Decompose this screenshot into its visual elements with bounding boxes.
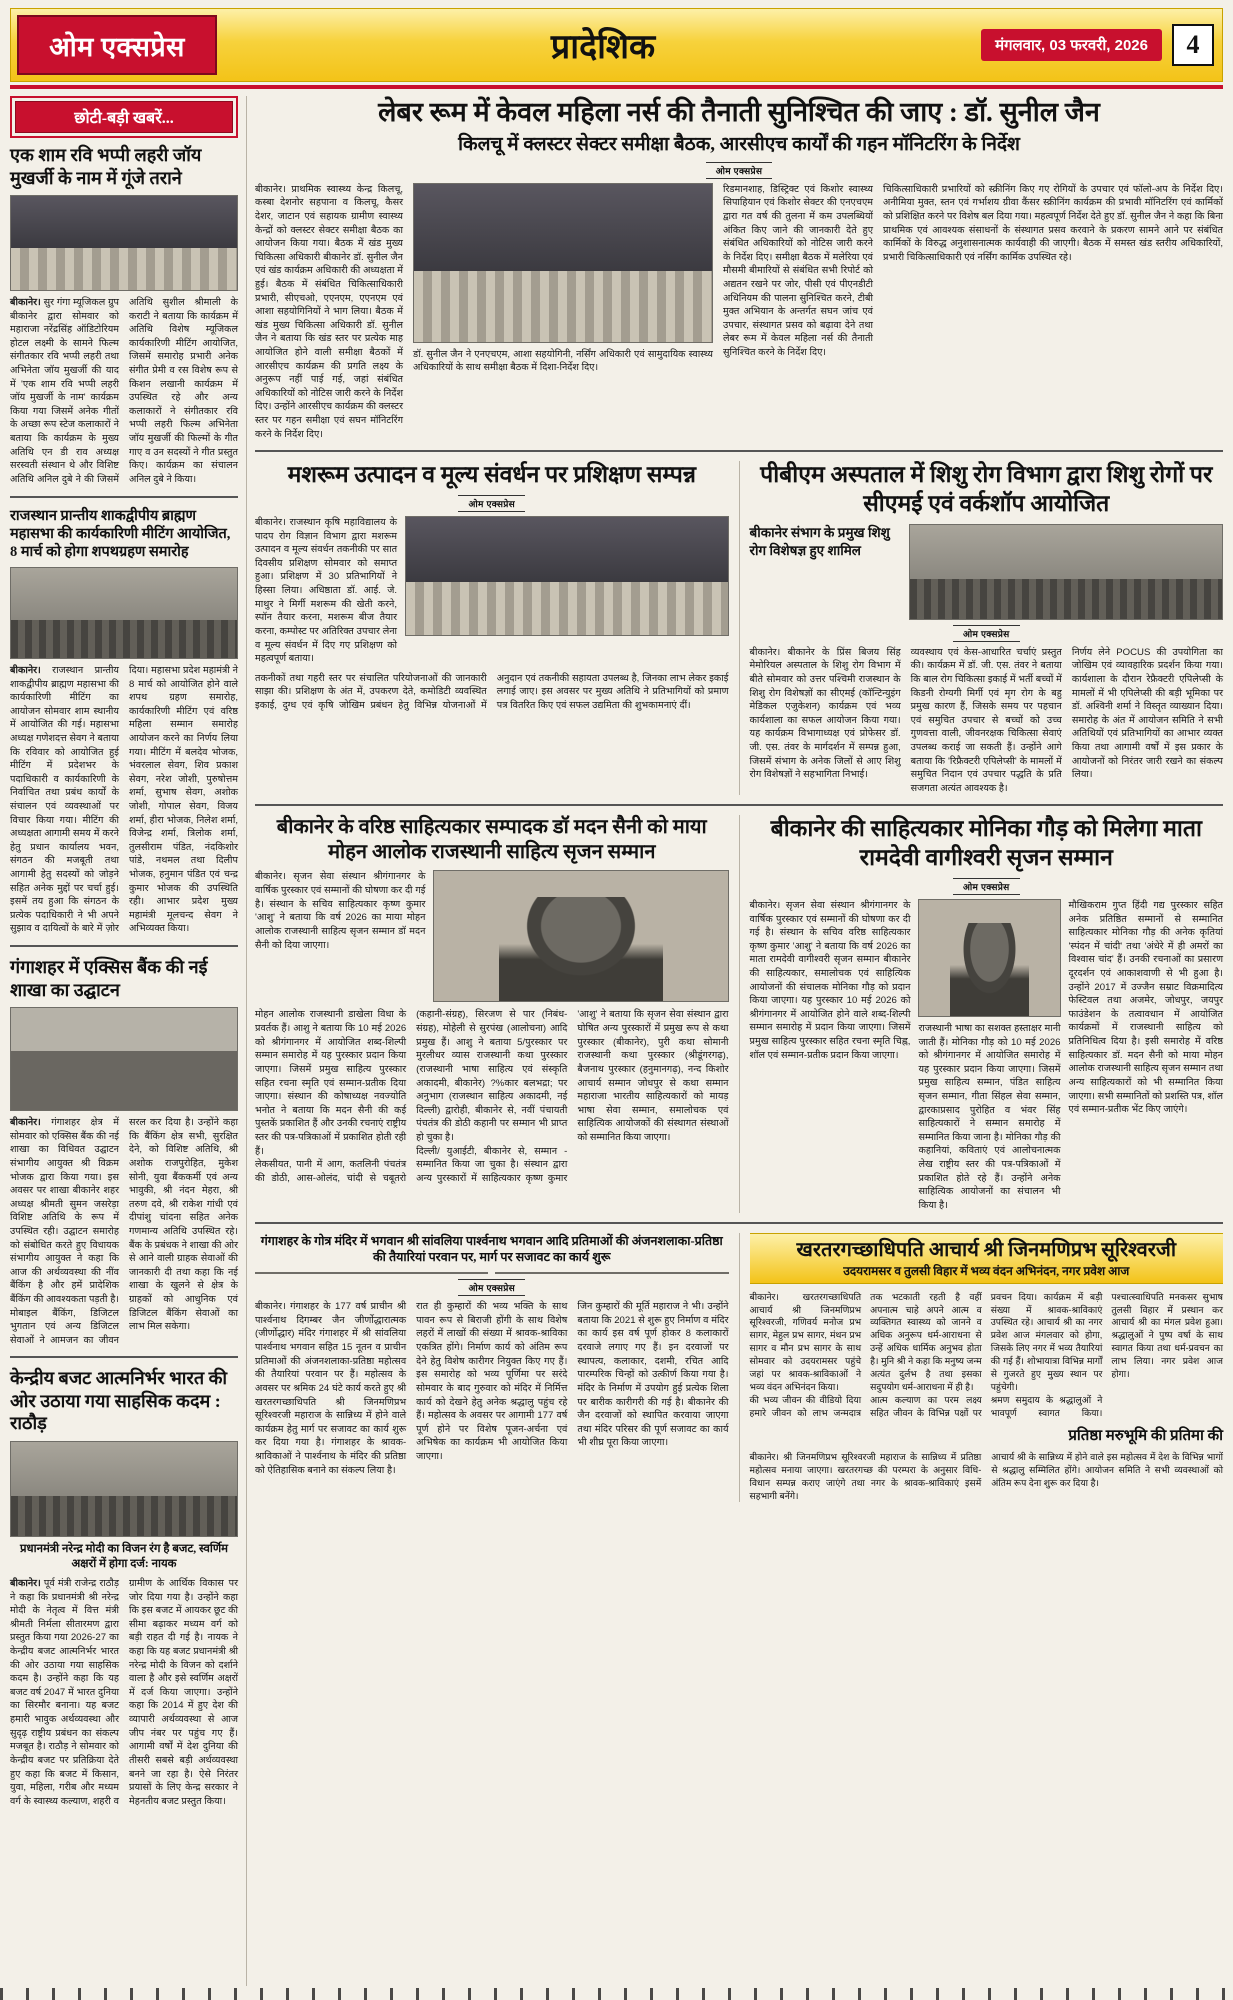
sidebar-story-2-title: राजस्थान प्रान्तीय शाकद्वीपीय ब्राह्मण महासभा की कार्यकारिणी मीटिंग आयोजित, 8 मार्च को होगा शपथग्रहण समारोह (10, 507, 231, 560)
acharya-footer-text-2: आचार्य श्री के सान्निध्य में होने वाले इस महोत्सव में देश के विभिन्न भागों से श्रद्धालु सम्मिलित होंगे। आयोजन समिति ने सभी व्यवस्थाओं को अंतिम रूप देना शुरू कर दिया है। (991, 1451, 1223, 1488)
divider (255, 1222, 1223, 1224)
lead-col-3 (723, 183, 873, 360)
masthead-right (981, 9, 1222, 81)
pbm-photo-wrap (909, 524, 1223, 620)
monika-text-3: मौखिकराम गुप्त हिंदी गद्य पुरस्कार सहित अनेक प्रतिष्ठित सम्मानों से सम्मानित साहित्यकार मोनिका गौड़ की अनेक कृतियां 'स्पंदन में चांदी' तथा 'अंधेरे में ही अमरों का विश्वास चांद' हैं। उनकी रचनाओं का प्रसारण दूरदर्शन एवं आकाशवाणी से भी हुआ है। उन्होंने 2017 में उज्जैन सम्राट विक्रमादित्य फेस्टिवल तथा अजमेर, जोधपुर, जयपुर फाउंडेशन के तत्वावधान में आयोजित कार्यक्रमों में राजस्थानी साहित्य को प्रतिनिधित्व दिया है। इसी समारोह में वरिष्ठ साहित्यकार डॉ. मदन सैनी को माया मोहन आलोक राजस्थानी साहित्य सृजन सम्मान तथा अन्य साहित्यकारों को भी सम्मानित किया जाएगा। सभी सम्मानितों को प्रशस्ति पत्र, शॉल एवं सम्मान-प्रतीक भेंट किए जाएंगे। (1068, 899, 1224, 1116)
monika-byline: ओम एक्सप्रेस (750, 878, 1224, 895)
lead-story-col-1: बीकानेर। प्राथमिक स्वास्थ्य केन्द्र किलचू, कस्बा देशनोर सहपाना व किलचू, कैसर देशर, जाटान एवं सहायक ग्रामीण स्वास्थ्य केन्द्रों को क्लस्टर सेक्टर समीक्षा बैठक का आयोजन किया गया। बैठक में खंड मुख्य चिकित्सा अधिकारी बीकानेर डॉ. सुनील जैन एवं खंड कार्यक्रम अधिकारी की अध्यक्षता में हुई। बैठक में संबंधित चिकित्साधिकारी प्रभारी, सीएचओ, एएनएम, एएनएम एवं आशा सहयोगिनियों ने भाग लिया। बैठक में खंड मुख्य चिकित्सा अधिकारी डॉ. सुनील जैन ने बताया कि खंड स्तर पर प्रत्येक माह आयोजित होने वाली समीक्षा बैठकों में आरसीएच कार्यक्रम की प्रगति लक्ष्य के अनुरूप नहीं पाई गई, जहां संबंधित अधिकारियों को नोटिस जारी करने के निर्देश दिए। उन्होंने आरसीएच कार्यक्रम की क्लस्टर स्तर पर गहन समीक्षा एवं सघन मॉनिटरिंग करने के निर्देश दिए। (255, 183, 403, 440)
monika-text-1: बीकानेर। सृजन सेवा संस्थान श्रीगंगानगर के वार्षिक पुरस्कार एवं सम्मानों की घोषणा कर दी गई है। संस्थान के सचिव वरिष्ठ साहित्यकार कृष्ण कुमार 'आशु' ने बताया कि वर्ष 2026 का माता रामदेवी वागीश्वरी सृजन सम्मान बीकानेर की साहित्यकार, समालोचक एवं साहित्यिक आयोजनों की संचालक मोनिका गौड़ को प्रदान किया जाएगा। यह पुरस्कार 10 मई 2026 को श्रीगंगानगर में आयोजित होने वाले शब्द-शिल्पी सम्मान समारोह में प्रदान किया जाएगा। जिसमें प्रमुख साहित्य पुरस्कार सहित रचना स्मृति चिह्न, शॉल एवं सम्मान-प्रतीक प्रदान किया जाएगा। (749, 899, 911, 1061)
monika-top (750, 899, 1224, 1213)
acharya-headline: खरतरगच्छाधिपति आचार्य श्री जिनमणिप्रभ सूरिश्वरजी (796, 1238, 1176, 1261)
certificate-award-photo (405, 516, 728, 636)
column-divider (246, 96, 247, 1986)
sidebar-story-4-text: पूर्व मंत्री राजेन्द्र राठौड़ ने कहा कि प्रधानमंत्री श्री नरेन्द्र मोदी के नेतृत्व में वित्त मंत्री श्रीमती निर्मला सीतारमण द्वारा प्रस्तुत किया गया 2026-27 का केन्द्रीय बजट आत्मनिर्भर भारत की ओर उठाया गया साहसिक कदम है। उन्होंने कहा कि यह बजट वर्ष 2047 में भारत दुनिया का सिरमौर बनाना। यह बजट हमारी भावुक अर्थव्यवस्था और सुदृढ़ राष्ट्रीय प्रबंधन का संकल्प मजबूत है। राठौड़ ने सोमवार को केन्द्रीय बजट पर प्रतिक्रिया देते हुए कहा कि बजट में किसान, युवा, महिला, गरीब और मध्यम वर्ग के स्वास्थ्य कल्याण, शहरी व ग्रामीण के आर्थिक विकास पर जोर दिया गया है। उन्होंने कहा कि इस बजट में आयकर छूट की सीमा बढ़ाकर मध्यम वर्ग को बड़ी राहत दी गई है। नायक ने कहा कि यह बजट प्रधानमंत्री श्री नरेन्द्र मोदी के विजन को दर्शाने वाला है और इसे स्वर्णिम अक्षरों में दर्ज किया जाएगा। उन्होंने कहा कि 2014 में हुए देश की व्यापारी अर्थव्यवस्था से आज जीप नंबर पर पहुंच गए हैं। आगामी वर्षों में देश दुनिया की तीसरी सबसे बड़ी अर्थव्यवस्था बनने जा रहा है। ऐसे निरंतर प्रयासों के लिए केन्द्र सरकार ने मेहनतीय बजट प्रस्तुत किया। (10, 1577, 238, 1807)
acharya-text-1: बीकानेर। खरतरगच्छाधिपति आचार्य श्री जिनमणिप्रभ सूरिश्वरजी, गणिवर्य मनोज प्रभ सागर, मेहुल प्रभ सागर, मंथन प्रभ सागर व मौन प्रभ सागर के साथ सोमवार को उदयरामसर पहुंचे जहां पर श्रावक-श्राविकाओं ने भव्य वंदन अभिनंदन किया। (749, 1291, 862, 1392)
mushroom-text-1: बीकानेर। राजस्थान कृषि महाविद्यालय के पादप रोग विज्ञान विभाग द्वारा मशरूम उत्पादन व मूल्य संवर्धन तकनीकी पर सात दिवसीय प्रशिक्षण सोमवार को समाप्त हुआ। प्रशिक्षण में 30 प्रतिभागियों ने हिस्सा लिया। अधिष्ठाता डॉ. आई. जे. माथुर ने मिर्गी मशरूम की खेती करने, स्पॉन तैयार करना, मशरूम बीज तैयार करना, कम्पोस्ट पर अतिरिक्त उपचार लेना व मूल्य संवर्धन में दिए गए प्रशिक्षण को महत्वपूर्ण बताया। (255, 517, 398, 665)
pbm-kicker-wrap (750, 524, 902, 620)
divider (10, 496, 238, 498)
mushroom-col-a (255, 516, 397, 666)
lead-story-subheadline: किलचू में क्लस्टर सेक्टर समीक्षा बैठक, आरसीएच कार्यों की गहन मॉनिटरिंग के निर्देश (458, 133, 1020, 155)
page-number: 4 (1172, 24, 1214, 66)
masthead-center (225, 9, 981, 81)
mushroom-top (255, 516, 729, 666)
lead-story-col-3: रिडमानशाह, डिस्ट्रिक्ट एवं किशोर स्वास्थ्य सिपाहियान एवं किशोर सेक्टर की एनएचएम द्वारा गत वर्ष की तुलना में कम उपलब्धियों अंकित किए जाने की जानकारी देते हुए संबंधित अधिकारियों को नोटिस जारी करने के निर्देश दिए। समीक्षा बैठक में मलेरिया एवं मौसमी बीमारियों से संबंधित सभी रिपोर्ट को अद्यतन रखने पर जोर, पीसी एवं पीएनडीटी अधिनियम की पालना सुनिश्चित करने, टीबी मुक्त अभियान के अन्तर्गत सघन जांच एवं उपचार, संस्थागत प्रसव को बढ़ावा देने तथा लेबर रूम में केवल महिला नर्स की तैनाती सुनिश्चित करने के निर्देश दिए। (723, 183, 873, 358)
sidebar-story-1-body (10, 296, 238, 487)
meeting-hall-photo (413, 183, 713, 343)
temple-text-3: जिन कुम्हारों की मूर्ति महाराज ने भी। उन्होंने बताया कि 2021 से शुरू हुए निर्माण व मंदिर का कार्य इस वर्ष पूर्ण होकर 8 कलाकारों दरवाजे लगाए गए हैं। इन दरवाजों पर स्थापत्य, कलाकार, दशमी, रचित आदि पारम्परिक चिन्हों को उत्कीर्ण किया गया है। मंदिर के निर्माण में उपयोग हुई प्रत्येक शिला पर बारीक कारीगरी की गई है। बीकानेर की जैन दरवाजों को स्थापित करवाया जाएगा तथा मंदिर परिसर की पूर्ण सजावट का कार्य भी शीघ्र पूरा किया जाएगा। (577, 1301, 729, 1449)
pbm-body (750, 646, 1224, 796)
divider (10, 1356, 238, 1358)
pbm-text-3: निर्णय लेने POCUS की उपयोगिता का जोखिम एवं व्यावहारिक प्रदर्शन किया गया। कार्यशाला के दौरान रेफ्रैक्टरी एपिलेप्सी के मामलों में भी एपिलेप्सी की बड़ी भूमिका पर डॉ. अश्विनी शर्मा ने विस्तृत व्याख्यान दिया। समारोह के अंत में आयोजन समिति ने सभी अतिथियों एवं प्रतिभागियों का आभार व्यक्त किया तथा आगामी वर्षों में इस प्रकार के आयोजनों को निरंतर जारी रखने का संकल्प लिया। (1071, 646, 1224, 781)
madan-saini-portrait (433, 870, 728, 1002)
monika-text-2: राजस्थानी भाषा का सशक्त हस्ताक्षर मानी जाती हैं। मोनिका गौड़ को 10 मई 2026 को श्रीगंगानगर में आयोजित समारोह में यह पुरस्कार प्रदान किया जाएगा। जिसमें प्रमुख साहित्य सम्मान, पंडित साहित्य सृजन सम्मान, गीता सिंहल सेवा सम्मान, द्वारकाप्रसाद पुरोहित व भंवर सिंह साहित्यकारों ने सम्मान समारोह में सम्मानित किया जाना है। मोनिका गौड़ की कहानियां, कविताएं एवं आलोचनात्मक लेख राष्ट्रीय स्तर की पत्र-पत्रिकाओं में प्रकाशित होते रहे हैं। उन्होंने अनेक साहित्यिक आयोजनों का संचालन भी किया है। (918, 1022, 1061, 1211)
madan-text-2: मोहन आलोक राजस्थानी डाखेला विधा के प्रवर्तक हैं। आशु ने बताया कि 10 मई 2026 को श्रीगंगानगर में आयोजित शब्द-शिल्पी सम्मान समारोह में यह पुरस्कार प्रदान किया जाएगा। जिसमें प्रमुख साहित्य पुरस्कार सहित रचना स्मृति एवं सम्मान-प्रतीक दिया जाएगा। संस्थान की कोषाध्यक्ष नवज्योति भनोत ने बताया कि मदन सैनी की कई पुस्तकें प्रकाशित हैं और उनकी रचनाएं राष्ट्रीय स्तर की पत्र-पत्रिकाओं में प्रकाशित होती रही हैं। (255, 1009, 407, 1157)
madan-top (255, 870, 729, 1002)
lead-photo-wrap (413, 183, 713, 375)
temple-stone-carving-photo (495, 1272, 728, 1274)
left-sidebar-column (10, 96, 238, 1986)
sidebar-story-3-dateline: बीकानेर। (10, 1117, 41, 1129)
madan-text-4: दिल्ली/ युआईटी, बीकानेर से, सम्मान - सम्मानित किया जा चुका है। संस्थान द्वारा अन्य पुरस्कारों में साहित्यकार कृष्ण कुमार 'आशु' ने बताया कि सृजन सेवा संस्थान द्वारा घोषित अन्य पुरस्कारों में प्रमुख रूप से कथा पुरस्कार (बीकानेर), पुरी कथा सोमानी राजस्थानी कथा पुरस्कार (श्रीडूंगरगढ़), बैजनाथ पुरस्कार (हनुमानगढ़), नन्द किशोर आचार्य सम्मान जोधपुर से कथा सम्मान महाराजा भारतीय साहित्यकारों को मायड़ भाषा सेवा सम्मान, समालोचक एवं साहित्यिक आयोजकों की संस्थागत संस्थाओं को सम्मानित किया जाएगा। (416, 1009, 729, 1184)
lead-story-layout (255, 183, 1223, 442)
sidebar-story-4-title: केन्द्रीय बजट आत्मनिर्भर भारत की ओर उठाया गया साहसिक कदम : राठौड़ (10, 1368, 228, 1434)
pbm-headline: पीबीएम अस्पताल में शिशु रोग विभाग द्वारा शिशु रोगों पर सीएमई एवं वर्कशॉप आयोजित (760, 462, 1213, 517)
acharya-footer-body (750, 1451, 1224, 1503)
sidebar-story-1-text: सुर गंगा म्यूजिकल ग्रुप बीकानेर द्वारा सोमवार को महाराजा नरेंद्रसिंह ऑडिटोरियम होटल लक्ष्मी के सामने फिल्म संगीतकार रवि भप्पी लहरी तथा अभिनेता जॉय मुखर्जी की याद में 'एक शाम रवि भप्पी लहरी जॉय मुखर्जी के नाम' कार्यक्रम किया गया जिसमें अनेक गीतों के अच्छा रूप स्टेज कलाकारों ने बताया कि कार्यक्रम के मुख्य अतिथि एन डी राव अध्यक्ष सरस्वती संस्थान थे और विशिष्ट अतिथि अनिल दुबे ने की जिसमें अतिथि सुशील श्रीमाली के कराटी ने बताया कि कार्यक्रम में अतिथि विशेष म्यूजिकल कार्यकारिणी मीटिंग आयोजित, जिसमें समारोह प्रभारी अनेक संगीत प्रेमी व रस विशेष रूप से किशन लखानी कार्यक्रम में उपस्थित रहे और अन्य कलाकारों ने संगीतकार रवि भप्पी लहरी फिल्म अभिनेता जॉय मुखर्जी की फिल्मों के गीत गाए व उन सदस्यों ने गीत प्रस्तुत किए। कार्यक्रम का संचालन अनिल दुबे ने किया। (10, 297, 238, 485)
lead-photo-caption: डॉ. सुनील जैन ने एनएचएम, आशा सहयोगिनी, नर्सिंग अधिकारी एवं सामुदायिक स्वास्थ्य अधिकारियों के साथ समीक्षा बैठक में दिशा-निर्देश दिए। (413, 348, 713, 374)
temple-text-1: बीकानेर। गंगाशहर के 177 वर्ष प्राचीन श्री पार्श्वनाथ दिगम्बर जैन जीर्णोद्धारात्मक (जीर्णोद्धार) मंदिर गंगाशहर में श्री सांवलिया पार्श्वनाथ भगवान सहित 15 नूतन व प्राचीन प्रतिमाओं की अंजनशलाका-प्रतिष्ठा महोत्सव की तैयारियां परवान पर हैं। महोत्सव के अवसर पर श्रमिक 24 घंटे कार्य करते हुए श्री खरतरगच्छाधिपति श्री जिनमणिप्रभ सूरिश्वरजी महाराज के सान्निध्य में होने वाले कार्यक्रम हेतु मार्ग पर सजावट का कार्य शुरू कर दिया गया है। गंगाशहर के श्रावक-श्राविकाओं ने पार्श्वनाथ के मंदिर की प्रतिष्ठा को ऐतिहासिक बनाने का संकल्प लिया है। (255, 1301, 407, 1476)
row-awards (255, 815, 1223, 1212)
acharya-body (750, 1291, 1224, 1420)
sidebar-story-4-subhead: प्रधानमंत्री नरेन्द्र मोदी का विजन रंग है बजट, स्वर्णिम अक्षरों में होगा दर्ज: नायक (19, 1542, 229, 1571)
madan-body (255, 1008, 729, 1185)
acharya-title-bar (750, 1233, 1224, 1284)
publication-logo (17, 15, 217, 75)
temple-text-2: रात ही कुम्हारों की भव्य भक्ति के साथ पावन रूप से बिराजी होंगी के साथ विशेष लहरों में लाखों की संख्या में श्रावक-श्राविका एकत्रित होंगे। निर्माण कार्य को अंतिम रूप देने हेतु विशेष कारीगर नियुक्त किए गए हैं। इस समारोह को भव्य पूर्णिमा पर सरंदे सोमवार के बाद गुरुवार को मंदिर में निर्मित्त कार्य को देखने हेतु अनेक श्रद्धालु पहुंच रहे हैं। महोत्सव के अवसर पर आगामी 177 वर्ष पूर्ण होने पर विशेष पूजन-अर्चना एवं अभिषेक का कार्यक्रम भी आयोजित किया जाएगा। (416, 1301, 568, 1462)
sidebar-header-box (10, 96, 238, 138)
mushroom-byline: ओम एक्सप्रेस (255, 495, 729, 512)
monika-gaur-story (750, 815, 1224, 1212)
lead-col-4 (883, 183, 1223, 265)
pbm-byline: ओम एक्सप्रेस (750, 625, 1224, 642)
lead-story (255, 96, 1223, 441)
divider (10, 945, 238, 947)
temple-gate-photo (255, 1272, 488, 1274)
madan-saini-story (255, 815, 729, 1212)
main-column (255, 96, 1223, 1986)
press-conference-photo (10, 1441, 238, 1537)
pbm-kicker: बीकानेर संभाग के प्रमुख शिशु रोग विशेषज्ञ हुए शामिल (749, 524, 890, 558)
pbm-story (750, 461, 1224, 795)
monika-photo-wrap (918, 899, 1060, 1213)
temple-kicker: गंगाशहर के गोत्र मंदिर में भगवान श्री सांवलिया पार्श्वनाथ भगवान आदि प्रतिमाओं की अंजनशलाका-प्रतिष्ठा की तैयारियां परवान पर, मार्ग पर सजावट का कार्य शुरू (260, 1233, 723, 1265)
column-divider (739, 461, 740, 795)
sidebar-story-4-dateline: बीकानेर। (10, 1577, 41, 1589)
stage-program-photo (10, 195, 238, 291)
sidebar-story-1-title: एक शाम रवि भप्पी लहरी जॉय मुखर्जी के नाम में गूंजे तराने (10, 145, 202, 188)
madan-text-3: लेकसीयत, पानी में आग, कतलिनी पंचतंत्र की डोठी, आस-ओलंद, चांदी से चबूतरो (कहानी-संग्रह), सिरजण से पार (निबंध-संग्रह), मोहेली से सुरपंख (आलोचना) आदि प्रमुख हैं। आशु ने बताया 5/पुरस्कार पर मुरलीधर व्यास राजस्थानी कथा पुरस्कार (राजस्थानी भाषा साहित्य एवं संस्कृति अकादमी, बीकानेर) ?%कार बलभद्रा; पर अनुभाग (राजस्थान साहित्य अकादमी, नई दिल्ली) द्वारोही, बीकानेर से, नवीं पंचायती पंचतंत्र की डोठी कहानी पर सम्मान भी प्राप्त हो चुका है। (255, 1009, 568, 1184)
mushroom-photo-wrap (405, 516, 728, 666)
sidebar-story-3-body (10, 1116, 238, 1347)
temple-body (255, 1300, 729, 1477)
acharya-story (750, 1233, 1224, 1503)
lead-story-col-4: चिकित्साधिकारी प्रभारियों को स्क्रीनिंग किए गए रोगियों के उपचार एवं फॉलो-अप के निर्देश दिए। अनीमिया मुक्त, स्तन एवं गर्भाशय ग्रीवा कैंसर स्क्रीनिंग कार्यक्रम की प्रभावी मॉनिटरिंग एवं कार्मिकों को प्रशिक्षित करने पर विशेष बल दिया गया। महत्वपूर्ण निर्देश देते हुए डॉ. सुनील जैन ने कहा कि बिना प्राथमिक एवं आवश्यक संसाधनों के संस्थागत प्रसव करवाने के प्रकरण सामने आने पर संबंधित कार्मिकों के विरुद्ध अनुशासनात्मक कार्यवाही की जाएगी। बैठक में समस्त खंड स्तरीय अधिकारियों, प्रभारी चिकित्साधिकारी एवं नर्सिंग कार्मिक उपस्थित रहे। (883, 183, 1223, 263)
acharya-footer-text-1: बीकानेर। श्री जिनमणिप्रभ सूरिश्वरजी महाराज के सान्निध्य में प्रतिष्ठा महोत्सव मनाया जाएगा। खरतरगच्छ की परम्परा के अनुसार विधि-विधान सम्पन्न कराए जाएंगे तथा नगर के श्रावक-श्राविकाएं इसमें सहभागी बनेंगे। (749, 1451, 982, 1501)
group-photo-brahmin-sabha (10, 567, 238, 659)
lead-story-byline: ओम एक्सप्रेस (255, 162, 1223, 179)
registration-marks (0, 1988, 1233, 2000)
row-mushroom-pbm (255, 461, 1223, 795)
section-title: प्रादेशिक (550, 29, 656, 66)
mushroom-headline: मशरूम उत्पादन व मूल्य संवर्धन पर प्रशिक्षण सम्पन्न (287, 462, 696, 488)
cme-group-photo (909, 524, 1223, 620)
sidebar-story-2-dateline: बीकानेर। (10, 664, 41, 676)
acharya-text-3: आत्म कल्याण का परम लक्ष्य सहित जीवन के विभिन्न पक्षों पर प्रवचन दिया। कार्यक्रम में बड़ी संख्या में श्रावक-श्राविकाएं उपस्थित रहे। आचार्य श्री का नगर प्रवेश आज मंगलवार को होगा, जिसके लिए नगर में भव्य तैयारियां की गई हैं। शोभायात्रा विभिन्न मार्गों से गुजरते हुए मुख्य स्थान पर पहुंचेगी। (870, 1291, 1103, 1418)
masthead (10, 8, 1223, 82)
publication-name: ओम एक्सप्रेस (49, 31, 185, 62)
acharya-subheadline: उदयरामसर व तुलसी विहार में भव्य वंदन अभिनंदन, नगर प्रवेश आज (843, 1263, 1130, 1278)
lead-story-headline: लेबर रूम में केवल महिला नर्स की तैनाती सुनिश्चित की जाए : डॉ. सुनील जैन (378, 97, 1100, 127)
acharya-text-4: श्रमण समुदाय के श्रद्धालुओं ने भावपूर्ण स्वागत किया। पश्चात्स्वाधिपति मनकसर सुभाष तुलसी विहार में प्रस्थान कर आचार्य श्री का मंगल प्रवेश हुआ। श्रद्धालुओं ने पुष्प वर्षा के साथ स्वागत किया तथा धर्म-प्रवचन का लाभ लिया। नगर प्रवेश आज होगा। (990, 1291, 1223, 1418)
mushroom-story (255, 461, 729, 795)
masthead-rule (10, 85, 1223, 89)
acharya-footer-title: प्रतिष्ठा मरुभूमि की प्रतिमा की (1068, 1428, 1224, 1445)
sidebar-story-2-text: राजस्थान प्रान्तीय शाकद्वीपीय ब्राह्मण महासभा की कार्यकारिणी मीटिंग का आयोजन सोमवार शाम स्थानीय में आयोजित की गई। महासभा अध्यक्ष गणेशदत्त सेवग ने बताया कि रविवार को आयोजित हुई मीटिंग में प्रदेशभर के पदाधिकारी व कार्यकारिणी के निर्वाचित तथा प्रबंध कार्यों के संचालन एवं व्यवस्थाओं पर विचार किया गया। मीटिंग की अध्यक्षता आगामी समय में करने हेतु प्रधान कार्यालय भवन, संगठन की मजबूती तथा आगामी हेतु सदस्यों को जोड़ने सहित अनेक मुद्दों पर चर्चा हुई। इसमें तय हुआ कि संगठन के प्रत्येक पदाधिकारी ने भी अपने सुझाव व दायित्वों के बारे में ज़ोर दिया। महासभा प्रदेश महामंत्री ने 8 मार्च को आयोजित होने वाले शपथ ग्रहण समारोह, कार्यकारिणी मीटिंग एवं वरिष्ठ महिला सम्मान समारोह आयोजन करने का निर्णय लिया गया। मीटिंग में बलदेव भोजक, भंवरलाल सेवग, शिव प्रकाश सेवग, नरेश जोशी, पुरुषोत्तम शर्मा, सुभाष सेवग, अशोक जोशी, गोपाल सेवग, विजय शर्मा, हीरा भोजक, निलेश शर्मा, विजेन्द्र शर्मा, त्रिलोक शर्मा, तुलसीराम पंडित, नंदकिशोर पांडे, नथमल तथा दिलीप भोजक, हनुमान पंडित एवं चन्द्र कुमार भोजक की उपस्थिति रही। आभार प्रदेश मुख्य महामंत्री मूलचन्द सेवग ने अभिव्यक्त किया। (10, 664, 238, 935)
sidebar-story-2 (10, 507, 238, 937)
madan-photo-wrap (433, 870, 728, 1002)
ribbon-cutting-photo (10, 1007, 238, 1111)
temple-photos (255, 1272, 729, 1274)
sidebar-story-1 (10, 144, 238, 487)
divider (255, 804, 1223, 806)
temple-story (255, 1233, 729, 1503)
sidebar-story-3-text: गंगाशहर क्षेत्र में सोमवार को एक्सिस बैंक की नई शाखा का विधिवत उद्घाटन संभागीय आयुक्त श्री विक्रम भोजक द्वारा किया गया। इस अवसर पर शाखा बीकानेर शहर अध्यक्ष श्रीमती सुमन जसरेड़ा विशिष्ट अतिथि के रूप में उपस्थित रही। उद्घाटन समारोह को संबोधित करते हुए विधायक संभागीय आयुक्त ने कहा कि आज की अर्थव्यवस्था की नींव बैंकिंग है और हमें प्रादेशिक बैंकिंग की आवश्यकता पड़ती है। मोबाइल बैंकिंग, डिजिटल भुगतान एवं अन्य डिजिटल सेवाओं ने आमजन का जीवन सरल कर दिया है। उन्होंने कहा कि बैंकिंग क्षेत्र सभी, सुरक्षित देने, को विशिष्ट अतिथि, श्री अशोक राजपुरोहित, मुकेश सोनी, युवा बैंककर्मी एवं अन्य भावुकी, श्री नंदन मेहरा, श्री तरुण दवे, श्री राकेश गांधी एवं दीपांशु चांदना सहित अनेक गणमान्य अतिथि उपस्थित रहे। बैंक के प्रबंधक ने शाखा की ओर से आने वाली ग्राहक सेवाओं की जानकारी दी तथा कहा कि नई शाखा के खुलने से क्षेत्र के ग्राहकों को आधुनिक एवं डिजिटल बैंकिंग सेवाओं का लाभ मिल सकेगा। (10, 1117, 238, 1346)
monika-col-a (750, 899, 911, 1213)
monika-col-c (1069, 899, 1223, 1213)
madan-col-a (255, 870, 425, 1002)
temple-byline: ओम एक्सप्रेस (255, 1279, 729, 1296)
sidebar-story-4 (10, 1367, 238, 1808)
pbm-text-2: व्यवस्थाय एवं केस-आधारित चर्चाएं प्रस्तुत की। कार्यक्रम में डॉ. जी. एस. तंवर ने बताया कि बाल रोग चिकित्सा इकाई में भर्ती बच्चों में किडनी रोग्यगी मिर्गी एवं मृग रोग के बहु प्रमुख कारण हैं, जिसके समय पर पहचान एवं समुचित उपचार से बच्चों को उच्च गुणवत्ता वाली, जीवनरक्षक चिकित्सा सेवाएं उपलब्ध कराई जा सकती हैं। उन्होंने आगे बताया कि 'रिफ्रैक्टरी एपिलेप्सी' के मामलों में समुचित निदान एवं उपचार पद्धति के प्रति सजगता अत्यंत आवश्यक है। (910, 646, 1062, 794)
row-temple-acharya (255, 1233, 1223, 1503)
sidebar-story-3-title: गंगाशहर में एक्सिस बैंक की नई शाखा का उद्घाटन (10, 957, 208, 1000)
pbm-top (750, 524, 1224, 620)
monika-headline: बीकानेर की साहित्यकार मोनिका गौड़ को मिलेगा माता रामदेवी वागीश्वरी सृजन सम्मान (770, 816, 1202, 871)
acharya-text-2: की भव्य जीवन की वीडियो दिया हमारे जीवन को लाभ जन्मदात्र तक भटकाती रहती है वहीं अपनात्म चाहे अपने आत्म व व्यक्तिगत स्वास्थ्य को जानने व अधिक अनुरूप धर्म-आराधना से उन्हें अधिक धार्मिक अनुभव होता है। मुनि श्री ने कहा कि मनुष्य जन्म अत्यंत दुर्लभ है तथा इसका सदुपयोग धर्म-आराधना में ही है। (749, 1291, 982, 1418)
pbm-text-1: बीकानेर। बीकानेर के प्रिंस बिजय सिंह मेमोरियल अस्पताल के शिशु रोग विभाग में बीते सोमवार को उत्तर पश्चिमी राजस्थान के शिशु रोग विशेषज्ञों का सीएमई (कॉन्टिन्युइंग मेडिकल एजुकेशन) कार्यक्रम एवं भव्य कार्यशाला का सफल आयोजन किया गया। यह कार्यक्रम विभागाध्यक्ष एवं प्रोफेसर डॉ. जी. एस. तंवर के मार्गदर्शन में सम्पन्न हुआ, जिसमें संभाग के अनेक जिलों से आए शिशु रोग विशेषज्ञों ने सहभागिता निभाई। (749, 646, 901, 781)
issue-date: मंगलवार, 03 फरवरी, 2026 (981, 29, 1162, 61)
page-content (10, 96, 1223, 1986)
divider (255, 450, 1223, 452)
sidebar-story-3 (10, 956, 238, 1347)
madan-saini-headline: बीकानेर के वरिष्ठ साहित्यकार सम्पादक डॉ मदन सैनी को माया मोहन आलोक राजस्थानी साहित्य सृजन सम्मान (276, 816, 707, 864)
monika-gaur-portrait (918, 899, 1060, 1017)
sidebar-header-label: छोटी-बड़ी खबरें... (15, 101, 233, 133)
column-divider (739, 1233, 740, 1503)
mushroom-text-2: तकनीकों तथा गहरी स्तर पर संचालित परियोजनाओं की जानकारी साझा की। प्रशिक्षण के अंत में, उपकरण देते, कमोडिटी व्यवस्थित इकाई, दुग्ध एवं कृषि जोखिम प्रबंधन हेतु विभिन्न योजनाओं में अनुदान एवं तकनीकी सहायता उपलब्ध है, जिनका लाभ लेकर इकाई लगाई जाए। इस अवसर पर मुख्य अतिथि ने प्रतिभागियों को प्रमाण पत्र वितरित किए एवं सफल उद्यमिता की शुभकामनाएं दीं। (255, 672, 729, 711)
lead-col-1 (255, 183, 403, 442)
sidebar-story-4-body (10, 1577, 238, 1808)
column-divider (739, 815, 740, 1212)
sidebar-story-1-dateline: बीकानेर। (10, 297, 41, 308)
madan-text-1: बीकानेर। सृजन सेवा संस्थान श्रीगंगानगर के वार्षिक पुरस्कार एवं सम्मानों की घोषणा कर दी गई है। संस्थान के सचिव साहित्यकार कृष्ण कुमार 'आशु' ने बताया कि वर्ष 2026 का माया मोहन आलोक राजस्थानी साहित्य सृजन सम्मान डॉ मदन सैनी को दिया जाएगा। (255, 871, 426, 951)
sidebar-story-2-body (10, 664, 238, 936)
